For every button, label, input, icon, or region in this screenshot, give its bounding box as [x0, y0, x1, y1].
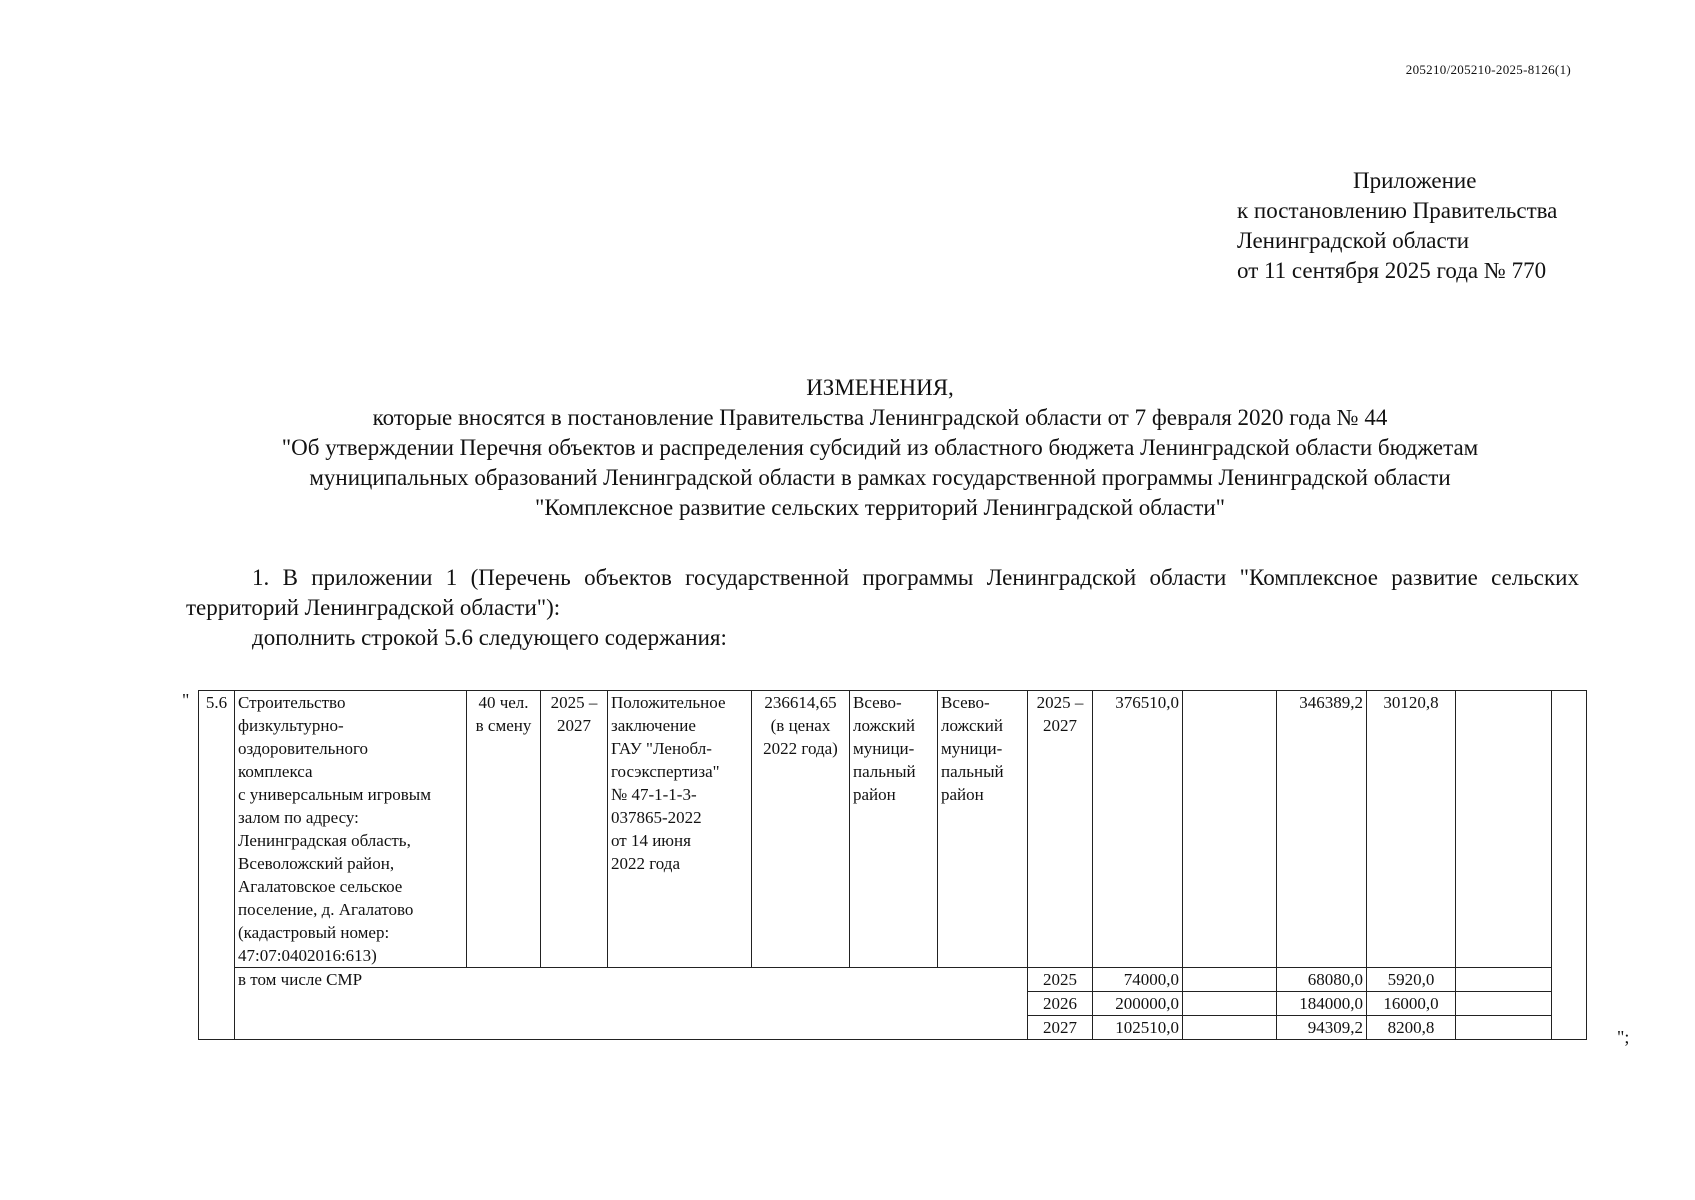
table-row: [199, 968, 1587, 992]
smr-label-cell: в том числе СМР: [235, 968, 1028, 1040]
appendix-title: Приложение: [1353, 168, 1477, 193]
smr-federal-cell: [1183, 1016, 1277, 1040]
smr-federal-cell: [1183, 992, 1277, 1016]
smr-other-cell: [1456, 992, 1552, 1016]
table-row: [199, 691, 1587, 968]
smr-year-cell: 2025: [1028, 968, 1093, 992]
estimated-cost-cell: 236614,65 (в ценах 2022 года): [752, 691, 850, 968]
expertise-cell: Положительное заключение ГАУ "Ленобл- госэкспертиза" № 47-1-1-3- 037865-2022 от 14 июня 2022 года: [608, 691, 752, 968]
location-district-cell: Всево- ложский муници- пальный район: [938, 691, 1028, 968]
smr-local-cell: 8200,8: [1367, 1016, 1456, 1040]
recipient-district-cell: Всево- ложский муници- пальный район: [850, 691, 938, 968]
paragraph-1: 1. В приложении 1 (Перечень объектов государственной программы Ленинградской области "Комплексное развитие сельских территорий Ленинградской области"):: [186, 565, 1579, 620]
total-cell: 376510,0: [1093, 691, 1183, 968]
smr-local-cell: 16000,0: [1367, 992, 1456, 1016]
amendment-table: [198, 690, 1587, 1040]
object-name-cell: Строительство физкультурно- оздоровительного комплекса с универсальным игровым залом по адресу: Ленинградская область, Всеволожский район, Агалатовское сельское поселение, д. Агалатово (кадастровый номер: 47:07:0402016:613): [235, 691, 467, 968]
opening-quote: ": [182, 690, 190, 710]
title-line: муниципальных образований Ленинградской области в рамках государственной программы Ленинградской области: [309, 465, 1451, 490]
smr-local-cell: 5920,0: [1367, 968, 1456, 992]
smr-year-cell: 2027: [1028, 1016, 1093, 1040]
paragraph-2: дополнить строкой 5.6 следующего содержания:: [252, 625, 727, 650]
smr-total-cell: 74000,0: [1093, 968, 1183, 992]
title-line: "Комплексное развитие сельских территорий Ленинградской области": [534, 495, 1226, 520]
years-cell: 2025 – 2027: [1028, 691, 1093, 968]
smr-other-cell: [1456, 1016, 1552, 1040]
closing-quote: ";: [1617, 1027, 1630, 1047]
local-cell: 30120,8: [1367, 691, 1456, 968]
appendix-line: к постановлению Правительства: [1237, 198, 1558, 223]
document-title: [180, 373, 1580, 523]
body-text: [186, 563, 1579, 653]
smr-year-cell: 2026: [1028, 992, 1093, 1016]
smr-regional-cell: 68080,0: [1277, 968, 1367, 992]
smr-regional-cell: 94309,2: [1277, 1016, 1367, 1040]
other-cell: [1456, 691, 1552, 968]
note-cell: [1552, 691, 1587, 1040]
title-line: "Об утверждении Перечня объектов и распределения субсидий из областного бюджета Ленинградской области бюджетам: [281, 435, 1479, 460]
federal-cell: [1183, 691, 1277, 968]
regional-cell: 346389,2: [1277, 691, 1367, 968]
smr-other-cell: [1456, 968, 1552, 992]
row-number-cell: 5.6: [199, 691, 235, 1040]
appendix-header: [1237, 166, 1557, 286]
smr-federal-cell: [1183, 968, 1277, 992]
smr-regional-cell: 184000,0: [1277, 992, 1367, 1016]
document-registration-number: 205210/205210-2025-8126(1): [1405, 62, 1571, 77]
smr-total-cell: 200000,0: [1093, 992, 1183, 1016]
title-heading: ИЗМЕНЕНИЯ,: [806, 375, 954, 400]
title-line: которые вносятся в постановление Правительства Ленинградской области от 7 февраля 2020 года № 44: [372, 405, 1388, 430]
capacity-cell: 40 чел. в смену: [467, 691, 541, 968]
appendix-date: от 11 сентября 2025 года № 770: [1237, 258, 1547, 283]
smr-total-cell: 102510,0: [1093, 1016, 1183, 1040]
construction-period-cell: 2025 – 2027: [541, 691, 608, 968]
appendix-line: Ленинградской области: [1237, 228, 1470, 253]
